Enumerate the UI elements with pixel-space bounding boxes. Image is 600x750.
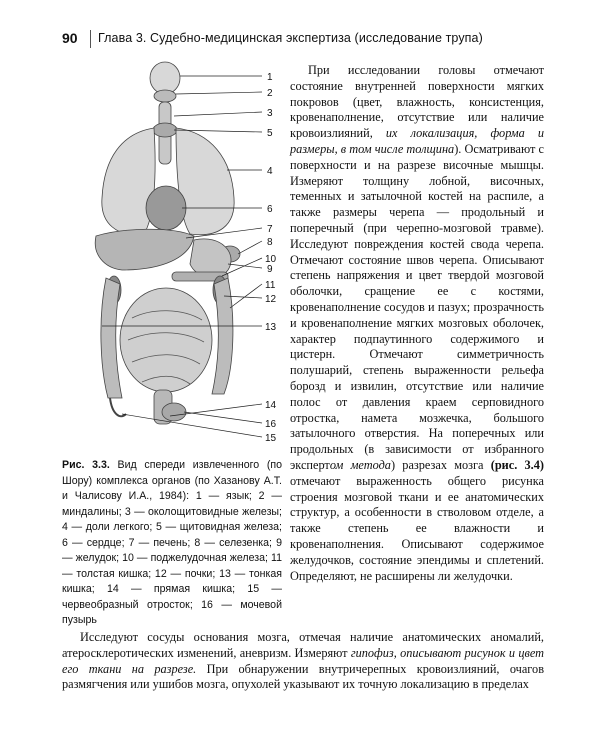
chapter-title: Глава 3. Судебно-медицинская экспертиза (исследование трупа) — [98, 31, 483, 45]
callout-12: 12 — [265, 294, 277, 305]
paragraph-vessels: Исследуют сосуды основания мозга, отмечая наличие анатомических аномалий, атеросклеротических изменений, аневризм. Измеряют гипофиз, описывают рисунок и цвет его ткани на разрезе. При обнаружении внутричерепных кровоизлияний, очагов размягчения или ушибов мозга, опухолей указывают их точную локализацию в пределах — [62, 630, 545, 692]
callout-5: 5 — [267, 128, 273, 139]
tonsils-shape — [154, 90, 176, 102]
callout-9: 9 — [267, 264, 273, 275]
callout-8: 8 — [267, 237, 273, 248]
tongue-shape — [150, 62, 180, 94]
callout-2: 2 — [267, 88, 273, 99]
header-divider — [90, 30, 91, 48]
callout-10: 10 — [265, 254, 277, 265]
liver-shape — [95, 229, 194, 270]
caption-text: Вид спереди извлеченного (по Шору) комплекса органов (по Хазанову А.Т. и Чалисову И.А., 1984): 1 — язык; 2 — миндалины; 3 — околощитовидные железы; 4 — доли легкого; 5 — щитовидная железа; 6 — сердце; 7 — печень; 8 — селезенка; 9 — желудок; 10 — поджелудочная железа; 11 — толстая кишка; 12 — почки; 13 — тонкая кишка; 14 — прямая кишка; 15 — червеобразный отросток; 16 — мочевой пузырь — [62, 459, 282, 626]
thyroid-shape — [153, 123, 177, 137]
heart-shape — [146, 186, 186, 230]
right-lung-shape — [176, 128, 234, 235]
callout-11: 11 — [265, 280, 276, 291]
figure-reference: (рис. 3.4) — [490, 457, 545, 472]
callout-3: 3 — [267, 108, 273, 119]
page-number: 90 — [62, 30, 78, 46]
page-header — [62, 30, 542, 50]
callout-13: 13 — [265, 322, 277, 333]
organ-complex-illustration — [62, 58, 282, 458]
callout-7: 7 — [267, 224, 273, 235]
paragraph-head-exam: При исследовании головы отмечают состояние внутренней поверхности мягких покровов (цвет, влажность, консистенция, кровенаполнение, отсутствие или наличие кровоизлияний, их локализация, форма и размеры, в том числе толщина). Осматривают с поверхности и на разрезе височные мышцы. Измеряют толщину лобной, височных, теменных и затылочной костей на распиле, а также размеры черепа — продольный и поперечный (при черепно-мозговой травме). Исследуют повреждения костей свода черепа. Отмечают состояние швов черепа. Описывают степень напряжения и цвет твердой мозговой оболочки, сращение ее с костями, кровенаполнение сосудов и пазух; прозрачность и кровенаполнение мягких мозговых оболочек, характер подпаутинного содержимого и цистерн. Отмечают симметричность полушарий, степень выраженности рельефа борозд и извилин, отсутствие или наличие полос от давления краем серповидного отростка, намета мозжечка, большого затылочного отверстия. На поперечных или продольных (в зависимости от избранного экспертом метода) разрезах мозга (рис. 3.4) отмечают выраженность общего рисунка строения мозговой ткани и ее анатомических структур, а особенности в стволовом отделе, а также степень ее влажности и кровенаполнения. Описывают содержимое желудочков, состояние эпендимы и сплетений. Определяют, не расширены ли желудочки. — [290, 63, 545, 583]
bladder-shape — [162, 403, 186, 421]
appendix-shape — [110, 398, 126, 416]
full-width-text — [62, 630, 544, 693]
callout-4: 4 — [267, 166, 273, 177]
callout-16: 16 — [265, 419, 277, 430]
callout-1: 1 — [267, 72, 273, 83]
left-lung-shape — [102, 128, 155, 235]
callout-15: 15 — [265, 433, 277, 444]
right-column-text — [290, 63, 544, 584]
callout-14: 14 — [265, 400, 277, 411]
callout-6: 6 — [267, 204, 273, 215]
caption-label: Рис. 3.3. — [62, 459, 110, 471]
figure-caption — [62, 458, 282, 629]
